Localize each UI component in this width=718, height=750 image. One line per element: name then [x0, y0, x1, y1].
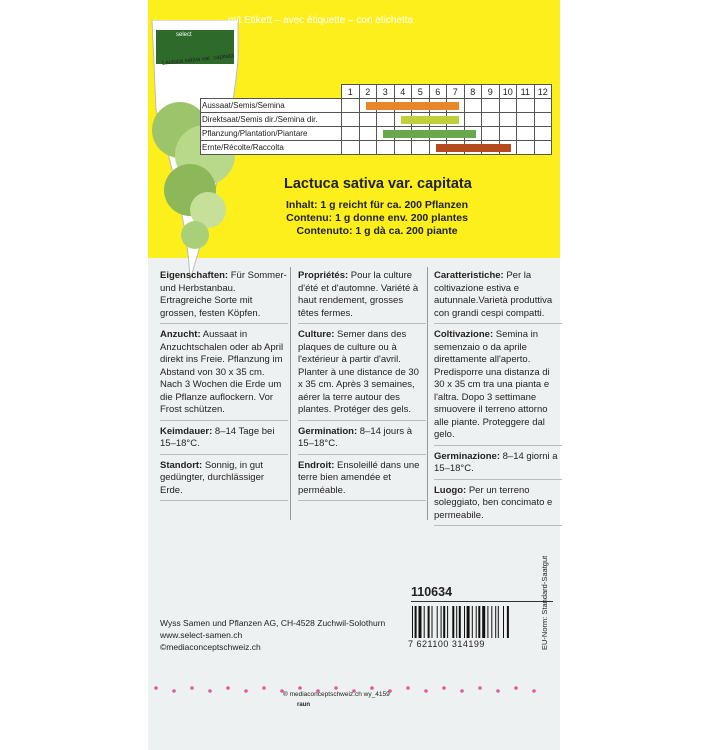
- perforation-dot: [208, 689, 212, 693]
- etikett-note: mit Etikett – avec étiquette – con etichetta: [228, 15, 414, 26]
- calendar-month: 12: [534, 85, 552, 99]
- address-copyright: ©mediaconceptschweiz.ch: [160, 642, 261, 652]
- calendar-cell: [482, 127, 500, 141]
- paragraph-text: Ensoleillé dans une terre bien amendée et perméable.: [298, 459, 420, 496]
- calendar-cell: [412, 141, 430, 155]
- sowing-calendar: [200, 84, 552, 155]
- calendar-cell: [482, 113, 500, 127]
- calendar-cell: [342, 127, 360, 141]
- paragraph-text: Semer dans des plaques de culture ou à l'extérieur à partir d'avril. Planter à une distance de 30 x 35 cm. Après 3 semaines, aérer la terre autour des plantes. Protéger des gels.: [298, 329, 419, 415]
- perforation-dot: [244, 689, 248, 693]
- instruction-paragraph: [160, 460, 288, 502]
- instruction-paragraph: [160, 329, 288, 421]
- barcode-stripe: [498, 606, 499, 638]
- paragraph-text: Für Sommer- und Herbstanbau. Ertragreiche Sorte mit grossen, festen Köpfen.: [160, 270, 287, 319]
- barcode-stripe: [424, 606, 425, 638]
- calendar-cell: [429, 141, 447, 155]
- instruction-paragraph: [298, 460, 426, 502]
- calendar-cell: [464, 99, 482, 113]
- paragraph-text: 8–14 jours à 15–18°C.: [298, 425, 413, 449]
- calendar-row-label: Ernte/Récolte/Raccolta: [201, 141, 342, 155]
- barcode-stripe: [437, 606, 438, 638]
- calendar-cell: [499, 99, 517, 113]
- barcode-stripe: [415, 606, 417, 638]
- paragraph-heading: Germinazione:: [434, 450, 500, 462]
- calendar-month: 7: [447, 85, 465, 99]
- calendar-cell: [342, 99, 360, 113]
- barcode-number: 7 621100 314199: [408, 639, 485, 649]
- calendar-cell: [342, 141, 360, 155]
- calendar-cell: [534, 141, 552, 155]
- perforation-dot: [172, 689, 176, 693]
- calendar-cell: [517, 113, 535, 127]
- barcode-stripe: [452, 606, 454, 638]
- calendar-month: 5: [412, 85, 430, 99]
- paragraph-heading: Anzucht:: [160, 329, 201, 340]
- calendar-row-label: Aussaat/Semis/Semina: [201, 99, 342, 113]
- calendar-row: [201, 141, 552, 155]
- calendar-cell: [377, 127, 395, 141]
- instruction-paragraph: [160, 270, 288, 324]
- paragraph-text: Pour la culture d'été et d'automne. Variété à haut rendement, grosses têtes fermes.: [298, 270, 419, 319]
- barcode-stripe: [443, 606, 445, 638]
- calendar-row: [201, 113, 552, 127]
- calendar-row: [201, 99, 552, 113]
- calendar-corner: [201, 85, 342, 99]
- company-address: [160, 617, 385, 653]
- calendar-bar: [383, 130, 476, 138]
- variety-title: Lactuca sativa var. capitata: [284, 176, 472, 192]
- calendar-row-label: Direktsaat/Semis dir./Semina dir.: [201, 113, 342, 127]
- perforation-dot: [514, 686, 518, 690]
- paragraph-text: Per la coltivazione estiva e autunnale.Varietà produttiva con grandi cespi compatti.: [434, 270, 553, 319]
- barcode-stripe: [476, 606, 477, 638]
- calendar-cell: [359, 141, 377, 155]
- calendar-cell: [517, 127, 535, 141]
- barcode-stripe: [459, 606, 461, 638]
- perforation-dot: [334, 686, 338, 690]
- footer-mark: raun: [297, 702, 311, 708]
- barcode-stripe: [495, 606, 496, 638]
- address-web: www.select-samen.ch: [160, 630, 243, 640]
- calendar-month: 11: [517, 85, 535, 99]
- barcode-stripe: [464, 606, 465, 638]
- perforation-dot: [424, 689, 428, 693]
- paragraph-text: Sonnig, in gut gedüngter, durchlässiger Erde.: [160, 459, 265, 496]
- column-divider: [427, 267, 428, 520]
- paragraph-heading: Propriétés:: [298, 270, 349, 281]
- barcode-stripe: [507, 606, 509, 638]
- perforation-dot: [370, 686, 374, 690]
- barcode-stripe: [447, 606, 448, 638]
- barcode-stripe: [482, 606, 485, 638]
- calendar-cell: [394, 113, 412, 127]
- perforation-dot: [298, 686, 302, 690]
- contents-de: Inhalt: 1 g reicht für ca. 200 Pflanzen: [286, 199, 469, 211]
- barcode-stripe: [467, 606, 470, 638]
- article-code: 110634: [411, 585, 453, 599]
- calendar-month: 4: [394, 85, 412, 99]
- calendar-cell: [464, 113, 482, 127]
- instruction-paragraph: [298, 270, 426, 324]
- calendar-month: 10: [499, 85, 517, 99]
- paragraph-text: Semina in semenzaio o da aprile direttamente all'aperto. Predisporre una distanza di 30 x 35 cm tra una pianta e l'altra. Dopo 3 settimane smuovere il terreno attorno alle piante. Proteggere dal gelo.: [434, 329, 550, 440]
- calendar-cell: [342, 113, 360, 127]
- paragraph-text: Per un terreno soleggiato, ben concimato e permeabile.: [434, 484, 553, 521]
- perforation-dot: [226, 686, 230, 690]
- calendar-cell: [377, 141, 395, 155]
- barcode-stripe: [472, 606, 473, 638]
- label-brand: select: [176, 32, 192, 38]
- calendar-bar: [436, 144, 512, 152]
- contents-fr: Contenu: 1 g donne env. 200 plantes: [286, 212, 468, 224]
- calendar-cell: [499, 127, 517, 141]
- calendar-cell: [517, 141, 535, 155]
- barcode-stripe: [487, 606, 488, 638]
- perforation-dot: [262, 686, 266, 690]
- perforation-dot: [442, 686, 446, 690]
- paragraph-heading: Standort:: [160, 459, 203, 471]
- calendar-bar: [401, 116, 459, 124]
- instruction-paragraph: [160, 426, 288, 455]
- calendar-cell: [359, 113, 377, 127]
- perforation-dot: [190, 686, 194, 690]
- barcode-stripe: [478, 606, 480, 638]
- column-italian: [434, 270, 562, 531]
- calendar-cell: [499, 113, 517, 127]
- column-french: [298, 270, 426, 506]
- perforation-dot: [478, 686, 482, 690]
- perforation-dot: [532, 689, 536, 693]
- paragraph-heading: Eigenschaften:: [160, 270, 229, 281]
- paragraph-text: 8–14 giorni a 15–18°C.: [434, 450, 558, 474]
- paragraph-heading: Caratteristiche:: [434, 270, 504, 281]
- instruction-paragraph: [298, 426, 426, 455]
- barcode-stripe: [491, 606, 492, 638]
- barcode: [408, 606, 548, 640]
- barcode-stripe: [419, 606, 422, 638]
- eu-norm-text: EU-Norm: Standard-Saatgut: [540, 555, 549, 650]
- calendar-cell: [517, 99, 535, 113]
- calendar-month: 9: [482, 85, 500, 99]
- column-divider: [290, 267, 291, 520]
- calendar-cell: [394, 141, 412, 155]
- calendar-cell: [377, 113, 395, 127]
- barcode-stripe: [503, 606, 504, 638]
- barcode-stripe: [456, 606, 457, 638]
- calendar-month: 8: [464, 85, 482, 99]
- calendar-month: 2: [359, 85, 377, 99]
- calendar-month: 6: [429, 85, 447, 99]
- perforation-dot: [154, 686, 158, 690]
- calendar-cell: [359, 127, 377, 141]
- paragraph-heading: Germination:: [298, 425, 358, 437]
- paragraph-heading: Luogo:: [434, 484, 467, 496]
- calendar-cell: [534, 127, 552, 141]
- paragraph-heading: Culture:: [298, 329, 335, 340]
- paragraph-heading: Coltivazione:: [434, 329, 494, 340]
- perforation-dot: [496, 689, 500, 693]
- instruction-paragraph: [434, 329, 562, 446]
- label-variety-name: Lactuca sativa var. capitata: [161, 53, 235, 67]
- calendar-cell: [482, 99, 500, 113]
- column-german: [160, 270, 288, 506]
- instruction-paragraph: [434, 485, 562, 527]
- calendar-month: 1: [342, 85, 360, 99]
- seed-contents: [286, 199, 468, 238]
- calendar-row: [201, 127, 552, 141]
- instruction-paragraph: [434, 451, 562, 480]
- instruction-paragraph: [434, 270, 562, 324]
- paragraph-heading: Keimdauer:: [160, 425, 213, 437]
- contents-it: Contenuto: 1 g dà ca. 200 piante: [296, 225, 458, 237]
- footer-credit: ® mediaconceptschweiz.ch wy_4159: [283, 691, 390, 698]
- barcode-stripe: [428, 606, 430, 638]
- paragraph-text: Aussaat in Anzuchtschalen oder ab April direkt ins Freie. Pflanzung im Abstand von 30 x 35 cm. Nach 3 Wochen die Erde um die Pflanze auflockern. Vor Frost schützen.: [160, 329, 284, 415]
- barcode-stripe: [441, 606, 442, 638]
- calendar-cell: [534, 113, 552, 127]
- calendar-bar: [366, 102, 459, 110]
- perforation-dot: [460, 689, 464, 693]
- paragraph-heading: Endroit:: [298, 459, 335, 471]
- barcode-stripe: [412, 606, 413, 638]
- barcode-stripe: [432, 606, 433, 638]
- paragraph-text: 8–14 Tage bei 15–18°C.: [160, 425, 275, 449]
- code-underline: [411, 601, 553, 602]
- perforation-dot: [406, 686, 410, 690]
- address-line: Wyss Samen und Pflanzen AG, CH-4528 Zuchwil-Solothurn: [160, 618, 386, 628]
- calendar-month-row: [201, 85, 552, 99]
- calendar-row-label: Pflanzung/Plantation/Piantare: [201, 127, 342, 141]
- calendar-month: 3: [377, 85, 395, 99]
- calendar-cell: [534, 99, 552, 113]
- instruction-paragraph: [298, 329, 426, 421]
- calendar-cell: [359, 99, 377, 113]
